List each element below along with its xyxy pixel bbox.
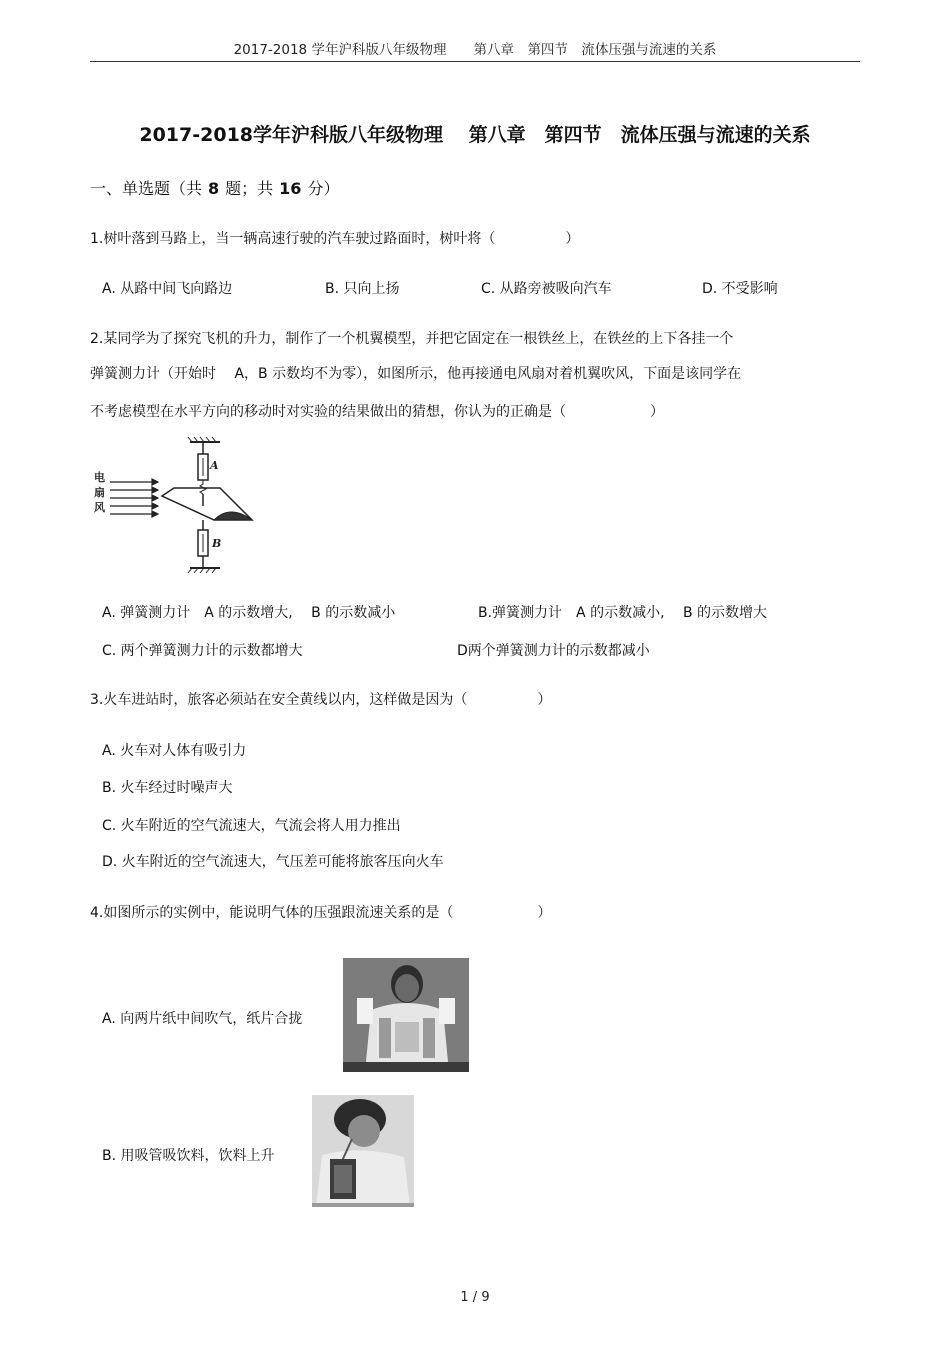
document-title: 2017-2018学年沪科版八年级物理 第八章 第四节 流体压强与流速的关系 bbox=[139, 124, 811, 146]
question-1-option-b[interactable]: B. 只向上扬 bbox=[325, 281, 400, 297]
fan-label-3: 风 bbox=[94, 501, 105, 514]
running-header: 2017-2018 学年沪科版八年级物理 第八章 第四节 流体压强与流速的关系 bbox=[233, 42, 717, 58]
question-3-option-c[interactable]: C. 火车附近的空气流速大，气流会将人用力推出 bbox=[102, 818, 401, 834]
section-score: 16 bbox=[279, 179, 302, 198]
question-3-option-a[interactable]: A. 火车对人体有吸引力 bbox=[102, 743, 247, 759]
question-2-option-b[interactable]: B.弹簧测力计 A 的示数减小, B 的示数增大 bbox=[478, 605, 768, 621]
question-2-option-d[interactable]: D两个弹簧测力计的示数都减小 bbox=[457, 643, 650, 659]
section-suffix: 分） bbox=[307, 179, 340, 198]
fan-label-2: 扇 bbox=[94, 486, 105, 499]
fan-label-1: 电 bbox=[94, 471, 105, 484]
section-heading bbox=[90, 176, 339, 199]
question-4-stem: 4.如图所示的实例中，能说明气体的压强跟流速关系的是（ ） bbox=[90, 905, 552, 921]
question-3-option-b[interactable]: B. 火车经过时噪声大 bbox=[102, 780, 233, 796]
question-4-option-a[interactable]: A. 向两片纸中间吹气，纸片合拢 bbox=[102, 1011, 303, 1027]
question-3-stem: 3.火车进站时，旅客必须站在安全黄线以内，这样做是因为（ ） bbox=[90, 692, 552, 708]
question-1-stem: 1.树叶落到马路上，当一辆高速行驶的汽车驶过路面时，树叶将（ ） bbox=[90, 231, 580, 247]
question-1-option-c[interactable]: C. 从路旁被吸向汽车 bbox=[481, 281, 612, 297]
header-rule bbox=[90, 61, 860, 62]
question-2-option-c[interactable]: C. 两个弹簧测力计的示数都增大 bbox=[102, 643, 303, 659]
question-2-option-a[interactable]: A. 弹簧测力计 A 的示数增大, B 的示数减小 bbox=[102, 605, 396, 621]
wing-shade bbox=[214, 512, 252, 520]
photo-blowing-paper bbox=[343, 958, 469, 1072]
wing-model-figure bbox=[92, 434, 262, 576]
question-2-stem-line-2: 弹簧测力计（开始时 A，B 示数均不为零），如图所示，他再接通电风扇对着机翼吹风，下面是该同学在 bbox=[90, 366, 742, 382]
question-2-stem-line-1: 2.某同学为了探究飞机的升力，制作了一个机翼模型，并把它固定在一根铁丝上，在铁丝的上下各挂一个 bbox=[90, 331, 734, 347]
question-3-option-d[interactable]: D. 火车附近的空气流速大，气压差可能将旅客压向火车 bbox=[102, 854, 444, 870]
question-4-option-b[interactable]: B. 用吸管吸饮料，饮料上升 bbox=[102, 1148, 275, 1164]
question-2-stem-line-3: 不考虑模型在水平方向的移动时对实验的结果做出的猜想，你认为的正确是（ ） bbox=[90, 404, 664, 420]
question-1-option-d[interactable]: D. 不受影响 bbox=[702, 281, 778, 297]
photo-drinking-straw bbox=[312, 1095, 414, 1207]
section-mid: 题；共 bbox=[225, 179, 274, 198]
section-count: 8 bbox=[208, 179, 220, 198]
label-b: B bbox=[212, 537, 222, 550]
wind-arrows bbox=[110, 479, 158, 517]
section-prefix: 一、单选题（共 bbox=[90, 179, 203, 198]
page-number: 1 / 9 bbox=[460, 1290, 490, 1305]
label-a: A bbox=[210, 459, 219, 472]
question-1-option-a[interactable]: A. 从路中间飞向路边 bbox=[102, 281, 233, 297]
